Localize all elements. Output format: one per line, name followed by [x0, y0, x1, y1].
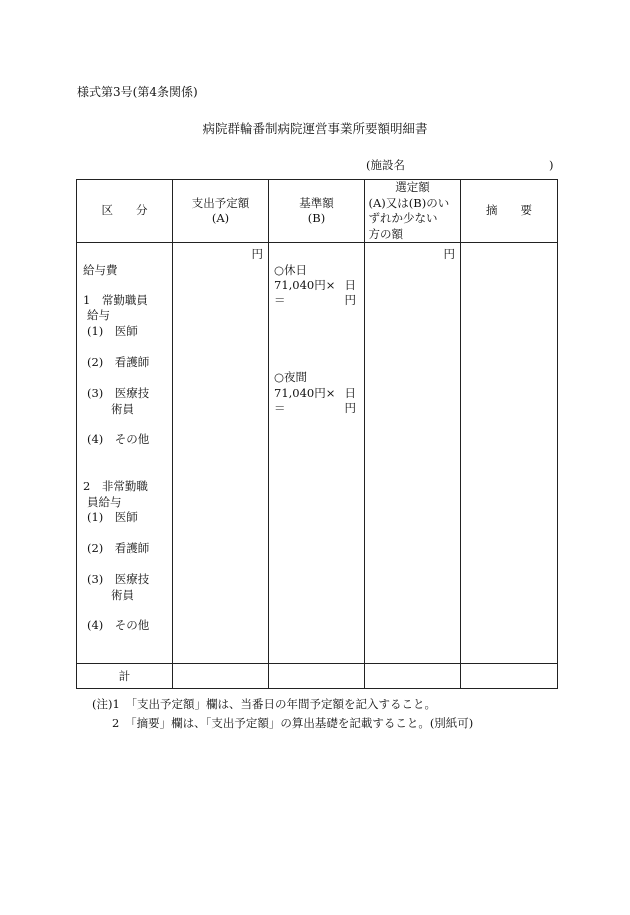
category-pt-tech-cont: 術員 [111, 588, 134, 603]
category-fulltime-cont: 給与 [87, 308, 110, 323]
table-body-row [77, 243, 558, 664]
category-ft-doctor: (1) 医師 [87, 324, 138, 339]
category-cell [77, 243, 173, 664]
category-salary: 給与費 [83, 263, 118, 278]
expense-cell[interactable] [173, 243, 269, 664]
expense-table [76, 179, 558, 689]
selected-amount-cell[interactable] [365, 243, 461, 664]
note-2: 2 「摘要」欄は、「支出予定額」の算出基礎を記載すること。(別紙可) [112, 716, 474, 730]
document-title: 病院群輪番制病院運営事業所要額明細書 [202, 121, 428, 136]
night-yen-unit: 円 [344, 401, 356, 416]
night-rate: 71,040円× [274, 386, 336, 401]
category-fulltime: 1 常勤職員 [83, 293, 148, 308]
total-base-cell[interactable] [269, 664, 365, 689]
category-ft-other: (4) その他 [87, 432, 150, 447]
category-ft-tech-cont: 術員 [111, 402, 134, 417]
category-parttime-cont: 員給与 [87, 495, 122, 510]
holiday-days-unit: 日 [344, 278, 356, 293]
category-pt-doctor: (1) 医師 [87, 510, 138, 525]
header-summary: 摘 要 [461, 180, 558, 243]
form-number: 様式第3号(第4条関係) [77, 85, 198, 99]
header-expense: 支出予定額 (A) [173, 180, 269, 243]
base-amount-cell[interactable] [269, 243, 365, 664]
total-expense-cell[interactable] [173, 664, 269, 689]
night-days-unit: 日 [344, 386, 356, 401]
total-row [77, 664, 558, 689]
header-selected-amount: 選定額 (A)又は(B)のい ずれか少ない 方の額 [365, 180, 461, 243]
facility-name-label: (施設名 [366, 158, 405, 172]
category-parttime: 2 非常勤職 [83, 479, 148, 494]
total-selected-cell[interactable] [365, 664, 461, 689]
night-equals: ＝ [274, 401, 286, 416]
holiday-rate: 71,040円× [274, 278, 336, 293]
note-1: (注)1 「支出予定額」欄は、当番日の年間予定額を記入すること。 [92, 697, 437, 711]
selected-yen-unit: 円 [443, 247, 455, 262]
expense-yen-unit: 円 [251, 247, 263, 262]
holiday-label: ○休日 [274, 263, 308, 278]
category-ft-tech: (3) 医療技 [87, 386, 150, 401]
category-ft-nurse: (2) 看護師 [87, 355, 150, 370]
total-label: 計 [77, 664, 173, 689]
holiday-yen-unit: 円 [344, 293, 356, 308]
holiday-equals: ＝ [274, 293, 286, 308]
category-pt-tech: (3) 医療技 [87, 572, 150, 587]
header-category: 区 分 [77, 180, 173, 243]
table-header-row [77, 180, 558, 243]
category-pt-other: (4) その他 [87, 618, 150, 633]
summary-cell[interactable] [461, 243, 558, 664]
facility-name-close: ) [549, 158, 554, 172]
header-base-amount: 基準額 (B) [269, 180, 365, 243]
total-summary-cell[interactable] [461, 664, 558, 689]
category-pt-nurse: (2) 看護師 [87, 541, 150, 556]
night-label: ○夜間 [274, 370, 308, 385]
